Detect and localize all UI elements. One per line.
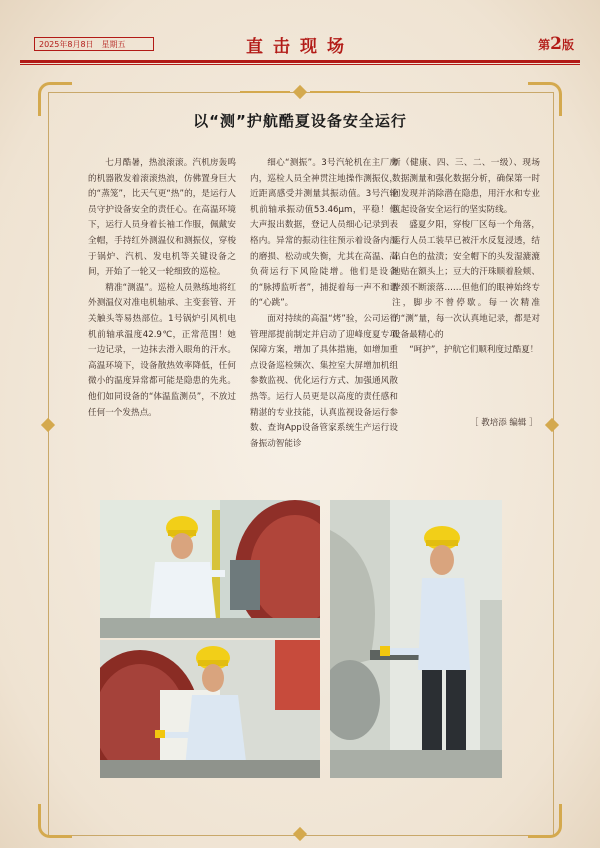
photo-inspector-valve [100, 500, 320, 638]
article-headline: 以“测”护航酷夏设备安全运行 [193, 112, 407, 130]
frame-flourish-top-right [310, 91, 360, 93]
frame-flourish-top-left [240, 91, 290, 93]
paragraph: 细心“测振”。3号汽轮机在主厂房内，巡检人员全神贯注地操作测振仪，近距离感受并测量其振动值。3号汽轮机前轴承振动值53.46μm，平稳！他大声报出数据，登记人员细心记录到表格内。异常的振动往往预示着设备内部的磨损、松动或失衡，尤其在高温、高负荷运行下风险陡增。他们是设备的“脉搏监听者”，捕捉着每一声不和谐的“心跳”。 [250, 158, 398, 309]
paragraph: 面对持续的高温“烤”验，公司运行管理部提前制定并启动了迎峰度夏专项保障方案，增加了具体措施，如增加重点设备巡检频次、集控室大屏增加机组参数监视、优化运行方式、加强通风散热等。运行人员更是以高度的责任感和精湛的专业技能，认真监视设备运行参数、查询App设备管家系统生产运行设备振动智能诊 [250, 313, 398, 449]
page-number-value: 2 [550, 34, 562, 54]
photo-inspector-vibration [100, 640, 320, 778]
paragraph: 盛夏夕阳，穿梭厂区每一个角落，运行人员工装早已被汗水反复浸透，结出白色的盐渍；安全帽下的头发湿漉漉地贴在额头上；豆大的汗珠顺着脸颊、脖颈不断滚落……但他们的眼神始终专注，脚步不曾停歇。每一次精准的“测”量，每一次认真地记录，都是对设备最精心的 [392, 220, 540, 340]
article-column-2 [250, 156, 398, 452]
page-header [20, 32, 580, 60]
paragraph: “呵护”，护航它们顺利度过酷夏！ [409, 345, 539, 356]
editor-credit: ［ 教培添 编辑 ］ [470, 418, 538, 428]
page-prefix: 第 [538, 38, 551, 52]
section-title: 直击现场 [246, 37, 354, 57]
article-column-3 [392, 156, 540, 359]
article-column-1 [88, 156, 236, 421]
header-rule-thin [20, 64, 580, 65]
photo-inspector-bearing [330, 500, 502, 778]
issue-date: 2025年8月8日 星期五 [34, 37, 154, 51]
page-number [538, 34, 574, 54]
frame-corner-bottom-left [38, 804, 72, 838]
header-rule [20, 60, 580, 63]
paragraph: 精准“测温”。巡检人员熟练地将红外测温仪对准电机轴承、主变套管、开关触头等易热部位。1号锅炉引风机电机前轴承温度42.9℃，正常范围！她一边记录，一边抹去滑入眼角的汗水。高温环境下，设备散热效率降低，任何微小的温度异常都可能是隐患的先兆。他们如同设备的“体温监测员”，不放过任何一个发热点。 [88, 282, 236, 418]
paragraph: 七月酷暑，热浪滚滚。汽机房轰鸣的机器散发着滚滚热浪，仿佛置身巨大的“蒸笼”，比天气更“热”的，是运行人员守护设备安全的责任心。在高温环境下，运行人员身着长袖工作服，佩戴安全帽，手持红外测温仪和测振仪，穿梭于锅炉、汽机、发电机等关键设备之间，开始了一轮又一轮细致的巡检。 [88, 158, 236, 278]
frame-corner-bottom-right [528, 804, 562, 838]
page-suffix: 版 [561, 38, 574, 52]
paragraph: 断（健康、四、三、二、一级）、现场数据测量和强化数据分析，确保第一时间发现并消除潜在隐患，用汗水和专业筑起设备安全运行的坚实防线。 [392, 158, 540, 215]
